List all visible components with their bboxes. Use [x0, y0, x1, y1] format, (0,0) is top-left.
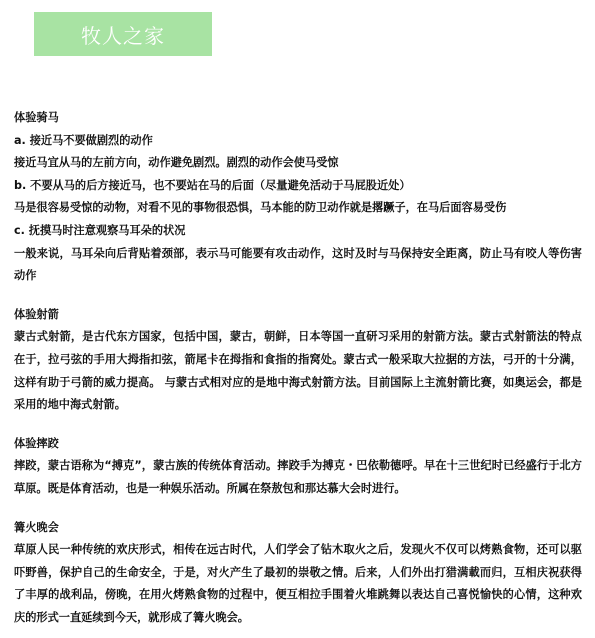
- section-body: 草原人民一种传统的欢庆形式，相传在远古时代，人们学会了钻木取火之后，发现火不仅可以烤熟食物，还可以驱吓野兽，保护自己的生命安全，于是，对火产生了最初的崇敬之情。后来，人们外出打猎满載而归，互相庆祝获得了丰厚的战利品，傍晚，在用火烤熟食物的过程中，便互相拉手围着火堆跳舞以表达自己喜悦愉快的心情，这种欢庆的形式一直延续到今天，就形成了篝火晚会。: [14, 543, 582, 624]
- section-title: 体验摔跤: [14, 436, 59, 450]
- section-archery: [14, 304, 582, 417]
- header-banner: [34, 12, 212, 56]
- section-wrestling: [14, 433, 582, 501]
- document-body: [14, 107, 582, 629]
- tip-heading: a. 接近马不要做剧烈的动作: [14, 133, 153, 147]
- tip-text: 一般来说，马耳朵向后背贴着颈部，表示马可能要有攻击动作，这时及时与马保持安全距离，防止马有咬人等伤害动作: [14, 246, 582, 283]
- tip-heading: b. 不要从马的后方接近马，也不要站在马的后面（尽量避免活动于马屁股近处）: [14, 178, 411, 192]
- section-title: 篝火晚会: [14, 520, 59, 534]
- section-bonfire-party: [14, 517, 582, 630]
- section-body: 蒙古式射箭，是古代东方国家，包括中国，蒙古，朝鲜，日本等国一直研习采用的射箭方法。蒙古式射箭法的特点在于，拉弓弦的手用大拇指扣弦，箭尾卡在拇指和食指的指窝处。蒙古式一般采取大拉据的方法，弓开的十分满，这样有助于弓箭的威力提高。 与蒙古式相对应的是地中海式射箭方法。目前国际上主流射箭比赛，如奥运会，都是采用的地中海式射箭。: [14, 330, 582, 412]
- section-title: 体验骑马: [14, 111, 59, 124]
- tip-text: 马是很容易受惊的动物，对看不见的事物很恐惧，马本能的防卫动作就是撂蹶子，在马后面容易受伤: [14, 201, 507, 215]
- section-title: 体验射箭: [14, 307, 59, 321]
- tip-heading: c. 抚摸马时注意观察马耳朵的状况: [14, 223, 186, 237]
- page-title: 牧人之家: [81, 23, 165, 48]
- section-body: 摔跤，蒙古语称为“搏克”，蒙古族的传统体育活动。摔跤手为搏克・巴依勒德呼。早在十三世纪时已经盛行于北方草原。既是体育活动，也是一种娱乐活动。所属在祭敖包和那达慕大会时进行。: [14, 459, 582, 495]
- section-horse-riding: [14, 107, 582, 288]
- tip-text: 接近马宜从马的左前方向，动作避免剧烈。剧烈的动作会使马受惊: [14, 156, 339, 170]
